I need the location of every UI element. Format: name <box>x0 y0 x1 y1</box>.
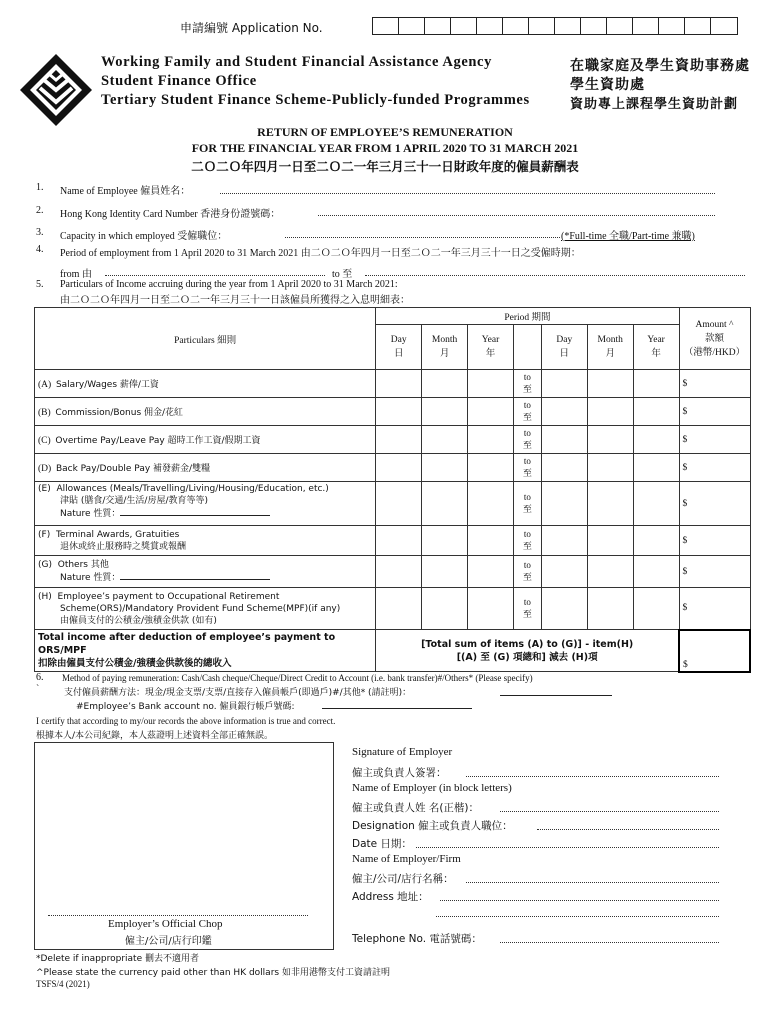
table-row: (F) Terminal Awards, Gratuities 退休或終止服務時之獎賞或報酬 to 至 $ <box>35 526 751 556</box>
period-from-label: from 由 <box>60 269 92 280</box>
bank-account-field[interactable] <box>322 708 472 709</box>
footnote-delete: *Delete if inappropriate 刪去不適用者 <box>36 954 199 964</box>
from-month-cell[interactable] <box>422 556 468 588</box>
from-month-cell[interactable] <box>422 588 468 630</box>
to-year-cell[interactable] <box>633 556 679 588</box>
income-particulars-label: Particulars of Income accruing during the year from 1 April 2020 to 31 March 2021: <box>60 279 398 290</box>
year-header: Year <box>481 335 500 345</box>
income-particulars-label-zh: 由二Ｏ二Ｏ年四月一日至二Ｏ二一年三月三十一日該僱員所獲得之入息明細表： <box>60 295 410 306</box>
table-row: (E) Allowances (Meals/Travelling/Living/Housing/Education, etc.) 津貼 (膳食/交通/生活/房屋/教育等等) Nature 性質： to 至 $ <box>35 482 751 526</box>
chop-label: Employer’s Official Chop <box>108 918 223 930</box>
agency-name-en: Working Family and Student Financial Assistance Agency <box>101 54 492 70</box>
item-number: 4. <box>36 244 44 255</box>
employer-name-label-zh: 僱主或負責人姓 名(正楷)： <box>352 802 480 814</box>
from-day-cell[interactable] <box>376 398 422 426</box>
from-year-cell[interactable] <box>468 426 514 454</box>
row-label: Terminal Awards, Gratuities <box>55 529 180 540</box>
item-number: 3. <box>36 227 44 238</box>
from-year-cell[interactable] <box>468 588 514 630</box>
from-month-cell[interactable] <box>422 526 468 556</box>
form-period-title: FOR THE FINANCIAL YEAR FROM 1 APRIL 2020 TO 31 MARCH 2021 <box>191 141 579 155</box>
payment-other-field[interactable] <box>500 695 612 696</box>
amount-cell[interactable]: $ <box>679 588 750 630</box>
month-header: Month <box>431 335 458 345</box>
item-number: 1. <box>36 182 44 193</box>
from-month-cell[interactable] <box>422 454 468 482</box>
employee-name-label: Name of Employee 僱員姓名： <box>60 186 191 197</box>
from-month-cell[interactable] <box>422 398 468 426</box>
address-field-1[interactable] <box>440 900 719 901</box>
row-label: Commission/Bonus 佣金/花紅 <box>55 408 184 418</box>
total-label: Total income after deduction of employee’s payment to ORS/MPF <box>38 632 336 656</box>
to-month-cell[interactable] <box>587 370 633 398</box>
from-year-cell[interactable] <box>468 482 514 526</box>
amount-header: Amount ^ 款額 （港幣/HKD） <box>679 308 750 370</box>
to-year-cell[interactable] <box>633 370 679 398</box>
signature-label-zh: 僱主或負責人簽署： <box>352 767 447 779</box>
to-month-cell[interactable] <box>587 526 633 556</box>
employer-name-field[interactable] <box>500 811 719 812</box>
to-year-cell[interactable] <box>633 454 679 482</box>
amount-cell[interactable]: $ <box>679 482 750 526</box>
from-day-cell[interactable] <box>376 526 422 556</box>
table-row: (C) Overtime Pay/Leave Pay 超時工作工資/假期工資 to 至 $ <box>35 426 751 454</box>
certify-text: I certify that according to my/our records the above information is true and correct. <box>36 716 336 726</box>
table-row: (H) Employee’s payment to Occupational Retirement Scheme(ORS)/Mandatory Provident Fund Scheme(MPF)(if any) 由僱員支付的公積金/強積金供款 (如有) to 至 $ <box>35 588 751 630</box>
form-code: TSFS/4 (2021) <box>36 979 90 989</box>
scheme-name-en: Tertiary Student Finance Scheme-Publicly-funded Programmes <box>101 92 530 108</box>
to-month-cell[interactable] <box>587 454 633 482</box>
firm-name-label-zh: 僱主/公司/店行名稱： <box>352 873 454 885</box>
amount-cell[interactable]: $ <box>679 556 750 588</box>
footnote-currency: ^Please state the currency paid other than HK dollars 如非用港幣支付工資請註明 <box>36 968 390 978</box>
nature-field[interactable] <box>120 571 270 580</box>
signature-field[interactable] <box>466 776 719 777</box>
row-label: Others 其他 <box>57 560 109 570</box>
period-from-field[interactable] <box>105 275 325 276</box>
employer-name-label: Name of Employer (in block letters) <box>352 782 512 794</box>
stray-mark: ` <box>36 684 40 695</box>
row-label: Salary/Wages 薪俸/工資 <box>55 380 159 390</box>
to-month-cell[interactable] <box>587 426 633 454</box>
from-year-cell[interactable] <box>468 370 514 398</box>
to-month-cell[interactable] <box>587 556 633 588</box>
item-number: 2. <box>36 205 44 216</box>
firm-name-label: Name of Employer/Firm <box>352 853 461 865</box>
bank-account-label: #Employee’s Bank account no. 僱員銀行帳戶號碼: <box>76 702 295 712</box>
item-number: 5. <box>36 279 44 290</box>
from-day-cell[interactable] <box>376 426 422 454</box>
capacity-label: Capacity in which employed 受僱職位： <box>60 231 228 242</box>
from-month-cell[interactable] <box>422 426 468 454</box>
period-header: Period 期間 <box>376 308 679 325</box>
capacity-note: (*Full-time 全職/Part-time 兼職) <box>561 231 695 242</box>
from-day-cell[interactable] <box>376 482 422 526</box>
payment-method-label-zh: 支付僱員薪酬方法：現金/現金支票/支票/直接存入僱員帳戶(即過戶)#/其他* (請註明)： <box>64 688 412 698</box>
date-label: Date 日期： <box>352 838 412 850</box>
employee-name-field[interactable] <box>220 193 715 194</box>
day-header: Day <box>390 335 407 345</box>
to-year-cell[interactable] <box>633 398 679 426</box>
to-day-cell[interactable] <box>541 482 587 526</box>
from-day-cell[interactable] <box>376 588 422 630</box>
from-day-cell[interactable] <box>376 454 422 482</box>
to-day-cell[interactable] <box>541 370 587 398</box>
to-year-cell[interactable] <box>633 526 679 556</box>
item-number: 6. <box>36 672 44 683</box>
total-amount-cell[interactable]: $ <box>679 630 750 672</box>
telephone-label: Telephone No. 電話號碼： <box>352 933 482 945</box>
agency-logo-icon <box>16 50 96 130</box>
to-month-cell[interactable] <box>587 398 633 426</box>
agency-name-zh: 在職家庭及學生資助事務處 <box>570 58 750 74</box>
to-year-cell[interactable] <box>633 482 679 526</box>
hkid-field[interactable] <box>318 215 715 216</box>
office-name-en: Student Finance Office <box>101 73 257 89</box>
capacity-field[interactable] <box>285 237 560 238</box>
telephone-field[interactable] <box>500 942 719 943</box>
to-day-cell[interactable] <box>541 398 587 426</box>
to-day-cell[interactable] <box>541 526 587 556</box>
period-label: Period of employment from 1 April 2020 to 31 March 2021 由二Ｏ二Ｏ年四月一日至二Ｏ二一年三月三十一日之受僱時期： <box>60 248 581 259</box>
amount-cell[interactable]: $ <box>679 526 750 556</box>
to-day-cell[interactable] <box>541 556 587 588</box>
table-row: (G) Others 其他 Nature 性質： to 至 $ <box>35 556 751 588</box>
table-row: (B) Commission/Bonus 佣金/花紅 to 至 $ <box>35 398 751 426</box>
row-label: Back Pay/Double Pay 補發薪金/雙糧 <box>55 464 211 474</box>
nature-field[interactable] <box>120 507 270 516</box>
from-year-cell[interactable] <box>468 556 514 588</box>
to-month-cell[interactable] <box>587 482 633 526</box>
from-month-cell[interactable] <box>422 482 468 526</box>
table-row: (D) Back Pay/Double Pay 補發薪金/雙糧 to 至 $ <box>35 454 751 482</box>
from-year-cell[interactable] <box>468 526 514 556</box>
form-title: RETURN OF EMPLOYEE’S REMUNERATION <box>257 125 513 139</box>
designation-label: Designation 僱主或負責人職位： <box>352 820 513 832</box>
row-label: Employee’s payment to Occupational Retirement <box>57 591 280 602</box>
to-month-cell[interactable] <box>587 588 633 630</box>
to-year-cell[interactable] <box>633 426 679 454</box>
scheme-name-zh: 資助專上課程學生資助計劃 <box>570 97 739 112</box>
application-no-boxes[interactable] <box>372 17 738 35</box>
amount-cell[interactable]: $ <box>679 426 750 454</box>
to-year-cell[interactable] <box>633 588 679 630</box>
period-to-label: to 至 <box>332 269 353 280</box>
amount-cell[interactable]: $ <box>679 398 750 426</box>
date-field[interactable] <box>416 847 719 848</box>
particulars-header: Particulars 細則 <box>35 308 376 370</box>
application-no-label: 申請編號 Application No. <box>180 21 323 35</box>
row-label: Overtime Pay/Leave Pay 超時工作工資/假期工資 <box>55 436 261 446</box>
period-to-field[interactable] <box>365 275 745 276</box>
from-day-cell[interactable] <box>376 370 422 398</box>
chop-line <box>48 915 308 916</box>
certify-text-zh: 根據本人/本公司紀錄，本人茲證明上述資料全部正確無誤。 <box>36 731 274 741</box>
remuneration-table: Particulars 細則 Period 期間 Amount ^ 款額 （港幣/HKD） Day 日 Month 月 Year 年 Day 日 Month 月 Year 年 (A) Salary/Wages 薪俸/工資 to 至 $ (B) Commission/Bonus 佣金/花紅 to 至 $ (C) Overtime Pay/Leave Pay 超時工作工資/假期工資 to 至 $ (D) Back Pay/Double Pay 補發薪金/雙糧 to 至 $ (E) Allowances (Meals/Travelling/Living/Housing/Education, etc.) 津貼 (膳食/交通/生活/房屋/教育等等) Nature 性質： to 至 $ (F) Terminal Awards, Gratuities 退休或終止服務時之獎賞或報酬 to 至 $ (G) Others 其他 Nature 性質： to 至 $ (H) Employee’s payment to Occupational Retirement Scheme(ORS)/Mandatory Provident Fund Scheme(MPF)(if any) 由僱員支付的公積金/強積金供款 (如有) to 至 $ Total income after deduction of employee’s payment to ORS/MPF 扣除由僱員支付公積金/強積金供款後的總收入 [Total sum of items (A) to (G)] - item(H) [(A) 至 (G) 項總和] 減去 (H)項 $ <box>34 307 751 673</box>
table-row: (A) Salary/Wages 薪俸/工資 to 至 $ <box>35 370 751 398</box>
address-field-2[interactable] <box>436 916 719 917</box>
designation-field[interactable] <box>537 829 719 830</box>
hkid-label: Hong Kong Identity Card Number 香港身份證號碼： <box>60 209 281 220</box>
amount-cell[interactable]: $ <box>679 454 750 482</box>
from-year-cell[interactable] <box>468 454 514 482</box>
office-name-zh: 學生資助處 <box>570 77 645 93</box>
firm-name-field[interactable] <box>466 882 719 883</box>
total-row: Total income after deduction of employee’s payment to ORS/MPF 扣除由僱員支付公積金/強積金供款後的總收入 [Total sum of items (A) to (G)] - item(H) [(A) 至 (G) 項總和] 減去 (H)項 $ <box>35 630 751 672</box>
amount-cell[interactable]: $ <box>679 370 750 398</box>
to-day-cell[interactable] <box>541 426 587 454</box>
form-title-zh: 二Ｏ二Ｏ年四月一日至二Ｏ二一年三月三十一日財政年度的僱員薪酬表 <box>191 159 579 174</box>
total-formula: [Total sum of items (A) to (G)] - item(H) <box>421 638 634 650</box>
payment-method-label: Method of paying remuneration: Cash/Cash cheque/Cheque/Direct Credit to Account (i.e. bank transfer)#/Others* (Please specify) <box>62 673 533 683</box>
to-day-cell[interactable] <box>541 454 587 482</box>
row-label: Allowances (Meals/Travelling/Living/Housing/Education, etc.) <box>56 484 329 494</box>
chop-label-zh: 僱主/公司/店行印鑑 <box>125 936 212 947</box>
signature-label: Signature of Employer <box>352 746 453 758</box>
from-month-cell[interactable] <box>422 370 468 398</box>
from-day-cell[interactable] <box>376 556 422 588</box>
from-year-cell[interactable] <box>468 398 514 426</box>
to-day-cell[interactable] <box>541 588 587 630</box>
address-label: Address 地址： <box>352 891 429 903</box>
